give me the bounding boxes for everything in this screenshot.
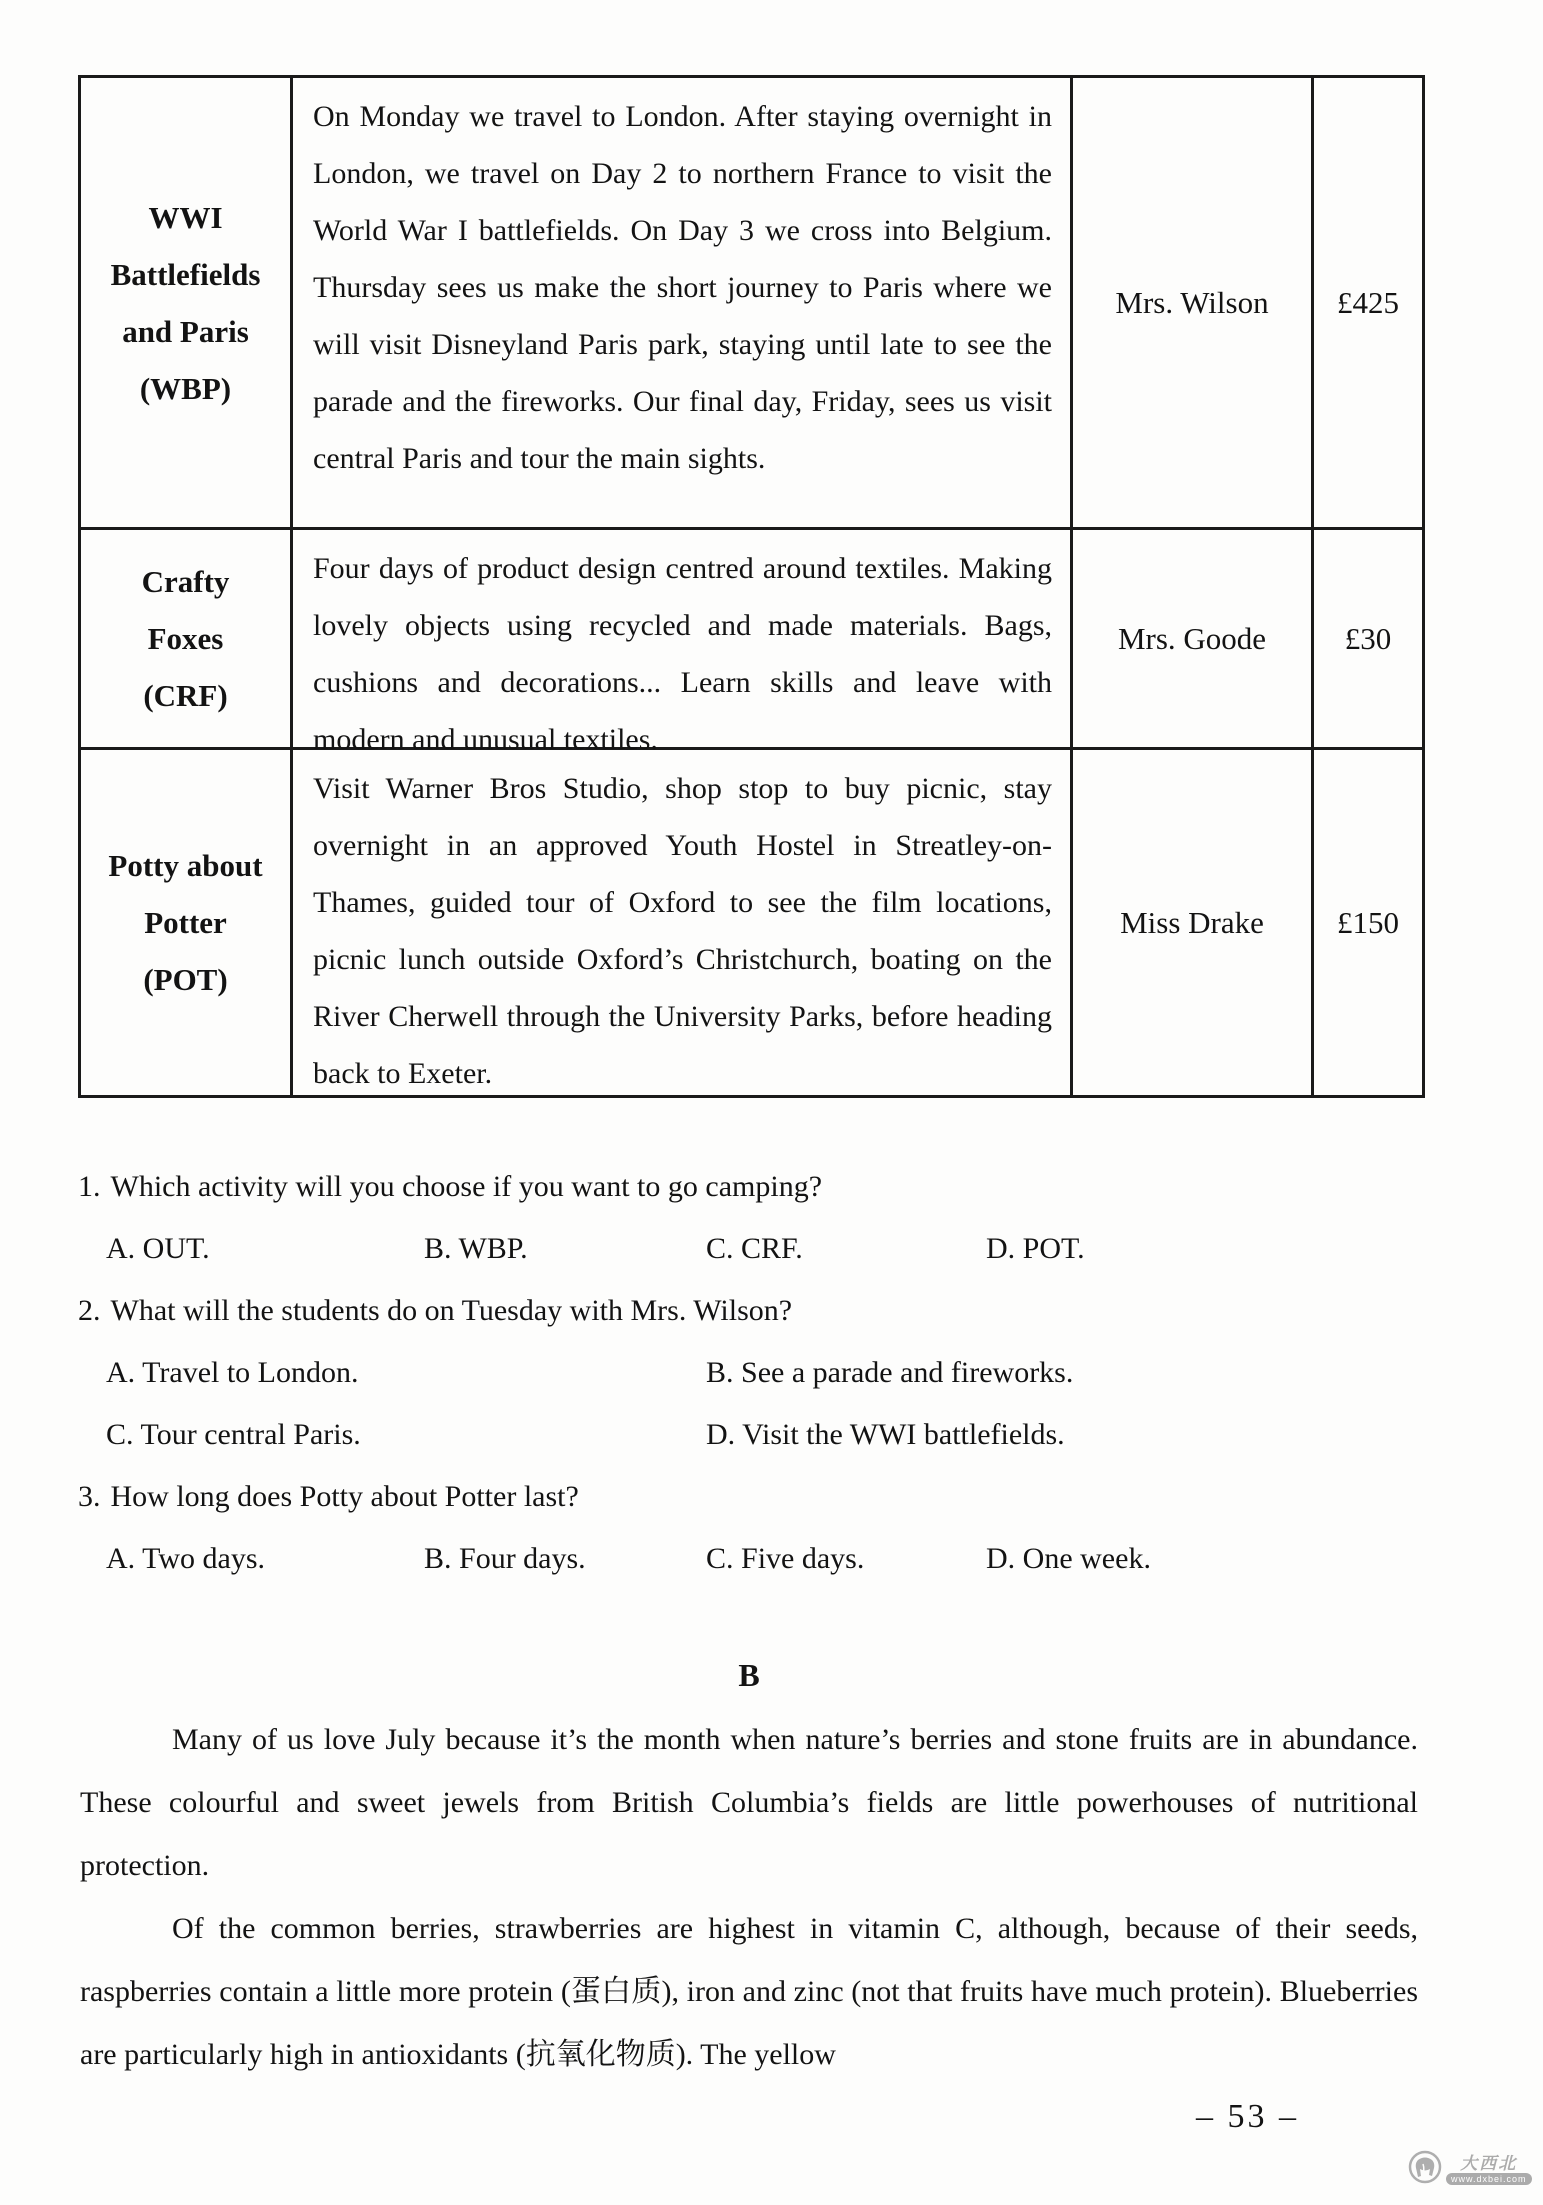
activity-line: Potty about: [108, 848, 263, 883]
passage-paragraph-1: Many of us love July because it’s the month when nature’s berries and stone fruits are in abundance. These colourful and sweet jewels from British Columbia’s fields are little powerhouses of nutritional protection.: [80, 1723, 1418, 1882]
question-1-options: [106, 1218, 1358, 1280]
price-pot: £150: [1337, 904, 1399, 940]
activity-description-crf: Four days of product design centred around textiles. Making lovely objects using recycled and made materials. Bags, cushions and decorations... Learn skills and leave with modern and unusual textiles.: [293, 530, 1073, 750]
section-b-heading: B: [738, 1657, 760, 1693]
question-number: 1.: [78, 1170, 101, 1203]
activity-line: (CRF): [143, 678, 228, 713]
activity-line: (POT): [143, 962, 228, 997]
activity-description-wbp: On Monday we travel to London. After staying overnight in London, we travel on Day 2 to northern France to visit the World War I battlefields. On Day 3 we cross into Belgium. Thursday sees us make the short journey to Paris where we will visit Disneyland Paris park, staying until late to see the parade and the fireworks. Our final day, Friday, sees us visit central Paris and tour the main sights.: [293, 78, 1073, 530]
teacher-name-pot: Miss Drake: [1073, 750, 1314, 1095]
option-d: D. Visit the WWI battlefields.: [706, 1418, 1065, 1451]
question-text: Which activity will you choose if you want to go camping?: [110, 1170, 823, 1203]
activity-line: Foxes: [147, 621, 224, 656]
watermark-url: www.dxbei.com: [1446, 2173, 1532, 2185]
activity-line: (WBP): [139, 370, 232, 406]
option-a: A. Travel to London.: [106, 1356, 359, 1389]
option-a: A. Two days.: [106, 1542, 266, 1575]
activity-line: and Paris: [122, 313, 249, 349]
activity-line: Crafty: [141, 564, 230, 599]
questions-section: [78, 1156, 1358, 1590]
question-2-options-row-2: [106, 1404, 1358, 1466]
activity-line: Potter: [144, 905, 227, 940]
watermark-site-name: 大西北: [1460, 2153, 1518, 2173]
watermark-text: [1446, 2155, 1532, 2185]
option-c: C. CRF.: [706, 1232, 803, 1265]
activity-name-wbp: [81, 78, 293, 530]
option-a: A. OUT.: [106, 1232, 210, 1265]
option-b: B. See a parade and fireworks.: [706, 1356, 1074, 1389]
option-d: D. POT.: [986, 1232, 1085, 1265]
question-text: What will the students do on Tuesday with Mrs. Wilson?: [110, 1294, 793, 1327]
question-number: 3.: [78, 1480, 101, 1513]
question-text: How long does Potty about Potter last?: [110, 1480, 579, 1513]
question-3: [78, 1466, 1358, 1528]
passage-paragraph-2: Of the common berries, strawberries are highest in vitamin C, although, because of their seeds, raspberries contain a little more protein (蛋白质), iron and zinc (not that fruits have much protein). Blueberries are particularly high in antioxidants (抗氧化物质). The yellow: [80, 1912, 1418, 2071]
question-number: 2.: [78, 1294, 101, 1327]
activity-name-crf: [81, 530, 293, 750]
elephant-icon: [1408, 2150, 1442, 2189]
question-2-options-row-1: [106, 1342, 1358, 1404]
activity-line: WWI: [148, 199, 223, 235]
option-c: C. Five days.: [706, 1542, 865, 1575]
question-3-options: [106, 1528, 1358, 1590]
watermark: [1408, 2150, 1538, 2189]
teacher-name-wbp: Mrs. Wilson: [1073, 78, 1314, 530]
teacher-name-crf: Mrs. Goode: [1073, 530, 1314, 750]
option-c: C. Tour central Paris.: [106, 1418, 361, 1451]
page-number: – 53 –: [1196, 2098, 1299, 2135]
section-b: [80, 1642, 1418, 2086]
activity-line: Battlefields: [110, 256, 261, 292]
question-2: [78, 1280, 1358, 1342]
activities-table: [78, 75, 1425, 1098]
price-wbp: £425: [1314, 78, 1422, 530]
question-1: [78, 1156, 1358, 1218]
option-b: B. WBP.: [424, 1232, 528, 1265]
price-crf: £30: [1314, 530, 1422, 750]
activity-name-pot: [81, 750, 293, 1095]
activity-description-pot: Visit Warner Bros Studio, shop stop to buy picnic, stay overnight in an approved Youth Hostel in Streatley-on-Thames, guided tour of Oxford to see the film locations, picnic lunch outside Oxford’s Christchurch, boating on the River Cherwell through the University Parks, before heading back to Exeter.: [293, 750, 1073, 1095]
option-d: D. One week.: [986, 1542, 1151, 1575]
option-b: B. Four days.: [424, 1542, 586, 1575]
